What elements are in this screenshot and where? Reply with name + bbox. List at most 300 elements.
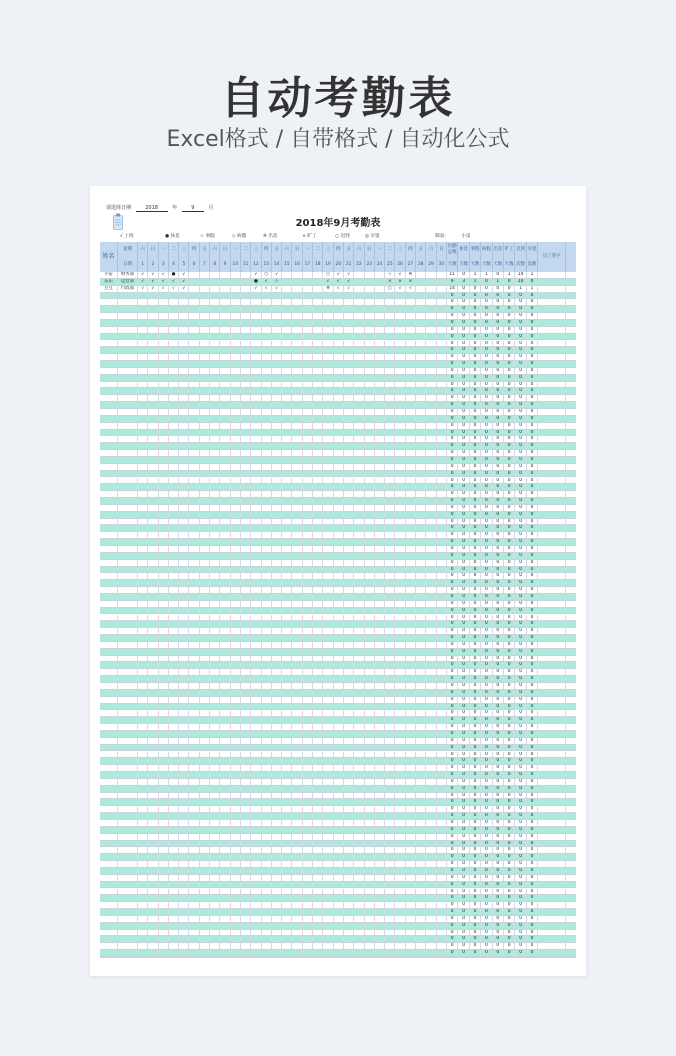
day-mark — [354, 416, 364, 422]
day-mark — [406, 443, 416, 449]
day-mark — [210, 573, 220, 579]
table-row[interactable] — [100, 635, 576, 642]
day-mark — [344, 409, 354, 415]
stat-value: 0 — [504, 635, 515, 641]
table-row[interactable] — [100, 717, 576, 724]
day-mark — [200, 416, 210, 422]
day-mark — [344, 943, 354, 949]
day-mark — [148, 293, 158, 299]
day-mark — [179, 717, 189, 723]
day-mark — [148, 594, 158, 600]
table-row[interactable] — [100, 710, 576, 717]
employee-name — [100, 498, 118, 504]
day-mark — [406, 827, 416, 833]
table-row[interactable] — [100, 854, 576, 861]
table-row[interactable] — [100, 464, 576, 471]
day-mark — [231, 299, 241, 305]
table-row[interactable] — [100, 484, 576, 491]
table-row[interactable] — [100, 704, 576, 711]
month-input[interactable]: 9 — [182, 205, 204, 212]
table-row[interactable] — [100, 820, 576, 827]
day-mark — [241, 772, 251, 778]
table-row[interactable] — [100, 409, 576, 416]
stat-value: 0 — [515, 793, 526, 799]
day-mark — [210, 443, 220, 449]
stat-value: 0 — [504, 286, 515, 292]
table-row[interactable] — [100, 601, 576, 608]
day-mark — [241, 279, 251, 285]
day-mark — [262, 656, 272, 662]
day-mark — [344, 512, 354, 518]
day-mark — [313, 443, 323, 449]
table-row[interactable] — [100, 847, 576, 854]
table-row[interactable] — [100, 354, 576, 361]
table-row[interactable] — [100, 320, 576, 327]
stat-value: 0 — [504, 532, 515, 538]
table-row[interactable] — [100, 868, 576, 875]
table-row[interactable] — [100, 813, 576, 820]
day-mark — [293, 909, 303, 915]
day-mark — [303, 313, 313, 319]
table-row[interactable] — [100, 368, 576, 375]
employee-dept — [118, 615, 138, 621]
table-row[interactable] — [100, 621, 576, 628]
day-mark — [354, 752, 364, 758]
day-mark — [251, 491, 261, 497]
weekday-cell: 六 — [210, 242, 220, 257]
employee-name — [100, 293, 118, 299]
table-row[interactable] — [100, 936, 576, 943]
table-row[interactable] — [100, 628, 576, 635]
table-row[interactable] — [100, 382, 576, 389]
day-mark — [303, 847, 313, 853]
day-mark — [416, 635, 426, 641]
table-row[interactable] — [100, 498, 576, 505]
year-input[interactable]: 2018 — [136, 205, 168, 212]
stat-value: 0 — [470, 567, 481, 573]
stat-value: 0 — [447, 327, 458, 333]
day-mark — [437, 491, 447, 497]
day-mark — [323, 354, 333, 360]
table-row[interactable] — [100, 423, 576, 430]
day-mark — [159, 889, 169, 895]
table-row[interactable] — [100, 676, 576, 683]
day-mark — [282, 717, 292, 723]
day-mark — [385, 834, 395, 840]
day-mark — [282, 820, 292, 826]
table-row[interactable] — [100, 950, 576, 957]
table-row[interactable] — [100, 697, 576, 704]
stat-value: 0 — [458, 745, 469, 751]
day-mark — [293, 649, 303, 655]
day-mark — [334, 834, 344, 840]
table-row[interactable] — [100, 594, 576, 601]
employee-dept — [118, 519, 138, 525]
signature-cell — [538, 368, 566, 374]
day-mark — [334, 936, 344, 942]
table-row[interactable] — [100, 293, 576, 300]
signature-cell — [538, 313, 566, 319]
day-mark — [138, 423, 148, 429]
stat-value: 0 — [504, 717, 515, 723]
table-row[interactable] — [100, 580, 576, 587]
table-row[interactable] — [100, 306, 576, 313]
stat-value: 0 — [527, 457, 538, 463]
table-row[interactable] — [100, 765, 576, 772]
table-row[interactable] — [100, 656, 576, 663]
table-row[interactable] — [100, 539, 576, 546]
table-row[interactable] — [100, 758, 576, 765]
table-row[interactable] — [100, 430, 576, 437]
day-mark — [241, 909, 251, 915]
table-row[interactable] — [100, 341, 576, 348]
table-row[interactable] — [100, 793, 576, 800]
author-line — [435, 233, 470, 239]
table-row[interactable] — [100, 532, 576, 539]
table-row[interactable] — [100, 909, 576, 916]
day-mark — [262, 738, 272, 744]
table-row[interactable] — [100, 745, 576, 752]
day-mark — [396, 457, 406, 463]
table-row[interactable] — [100, 827, 576, 834]
day-mark — [365, 532, 375, 538]
signature-cell — [538, 361, 566, 367]
day-mark — [282, 286, 292, 292]
table-row[interactable] — [100, 895, 576, 902]
table-row[interactable] — [100, 567, 576, 574]
stat-value: 1 — [527, 286, 538, 292]
day-mark — [365, 608, 375, 614]
stat-value: 0 — [470, 382, 481, 388]
day-mark — [354, 388, 364, 394]
day-mark — [385, 662, 395, 668]
table-row[interactable] — [100, 902, 576, 909]
day-mark — [179, 799, 189, 805]
stat-value: 0 — [527, 847, 538, 853]
stat-value: 0 — [493, 683, 504, 689]
signature-cell — [538, 882, 566, 888]
employee-name — [100, 697, 118, 703]
day-mark — [375, 799, 385, 805]
day-mark — [406, 388, 416, 394]
stat-value: 0 — [527, 539, 538, 545]
day-mark — [272, 656, 282, 662]
day-mark — [190, 943, 200, 949]
day-mark — [303, 464, 313, 470]
table-row[interactable] — [100, 916, 576, 923]
day-mark — [354, 409, 364, 415]
table-row[interactable] — [100, 313, 576, 320]
day-mark — [303, 724, 313, 730]
table-row[interactable] — [100, 841, 576, 848]
table-row[interactable] — [100, 361, 576, 368]
day-mark — [323, 690, 333, 696]
employee-dept — [118, 923, 138, 929]
day-mark — [272, 464, 282, 470]
employee-name — [100, 813, 118, 819]
day-mark — [200, 402, 210, 408]
stat-value: 0 — [515, 416, 526, 422]
day-mark — [200, 827, 210, 833]
day-mark — [375, 669, 385, 675]
day-mark — [313, 286, 323, 292]
day-mark — [303, 532, 313, 538]
table-row[interactable] — [100, 889, 576, 896]
day-mark — [159, 649, 169, 655]
day-mark — [365, 341, 375, 347]
stat-value: 0 — [527, 930, 538, 936]
day-mark — [293, 710, 303, 716]
stat-value: 1 — [515, 286, 526, 292]
day-mark — [241, 628, 251, 634]
stat-value: 0 — [481, 724, 492, 730]
table-row[interactable] — [100, 436, 576, 443]
day-mark — [262, 395, 272, 401]
table-row[interactable] — [100, 772, 576, 779]
day-mark — [313, 717, 323, 723]
stat-value: 0 — [493, 416, 504, 422]
day-mark — [344, 834, 354, 840]
day-mark — [179, 738, 189, 744]
day-mark — [406, 560, 416, 566]
signature-cell — [538, 615, 566, 621]
table-row[interactable] — [100, 943, 576, 950]
stat-value: 0 — [493, 567, 504, 573]
day-mark — [323, 498, 333, 504]
stat-value: 0 — [470, 560, 481, 566]
day-mark — [190, 402, 200, 408]
table-row[interactable] — [100, 525, 576, 532]
table-row[interactable] — [100, 519, 576, 526]
table-row[interactable] — [100, 327, 576, 334]
day-mark — [375, 382, 385, 388]
day-mark — [200, 649, 210, 655]
stat-value: 0 — [493, 731, 504, 737]
table-row[interactable] — [100, 731, 576, 738]
stat-value: 0 — [504, 847, 515, 853]
table-row[interactable] — [100, 443, 576, 450]
day-mark — [437, 286, 447, 292]
day-mark — [406, 293, 416, 299]
table-row[interactable] — [100, 299, 576, 306]
weekday-cell: 三 — [323, 242, 333, 257]
stat-value: 0 — [493, 347, 504, 353]
day-mark — [303, 779, 313, 785]
day-mark — [169, 567, 179, 573]
table-row[interactable] — [100, 799, 576, 806]
stat-value: 0 — [481, 731, 492, 737]
stat-value: 0 — [493, 327, 504, 333]
legend-item: ※ 出差 — [263, 234, 278, 239]
table-row[interactable] — [100, 279, 576, 286]
table-row[interactable] — [100, 416, 576, 423]
table-row[interactable] — [100, 806, 576, 813]
day-mark — [272, 738, 282, 744]
day-mark — [385, 628, 395, 634]
day-mark — [323, 820, 333, 826]
day-mark — [272, 409, 282, 415]
table-row[interactable] — [100, 573, 576, 580]
day-mark — [179, 916, 189, 922]
day-mark — [365, 299, 375, 305]
stat-value: 0 — [481, 916, 492, 922]
table-row[interactable] — [100, 375, 576, 382]
day-mark — [148, 512, 158, 518]
day-mark — [272, 601, 282, 607]
table-row[interactable] — [100, 669, 576, 676]
table-row[interactable] — [100, 923, 576, 930]
day-mark — [385, 909, 395, 915]
day-mark — [365, 827, 375, 833]
day-mark — [169, 943, 179, 949]
day-mark — [313, 738, 323, 744]
employee-name — [100, 539, 118, 545]
day-mark — [365, 950, 375, 956]
day-mark — [251, 457, 261, 463]
stat-value: 0 — [481, 341, 492, 347]
day-mark — [200, 525, 210, 531]
table-row[interactable] — [100, 478, 576, 485]
day-mark — [354, 635, 364, 641]
day-mark — [365, 621, 375, 627]
day-mark — [138, 799, 148, 805]
table-row[interactable] — [100, 690, 576, 697]
table-row[interactable] — [100, 752, 576, 759]
day-mark — [354, 704, 364, 710]
table-row[interactable] — [100, 615, 576, 622]
table-row[interactable] — [100, 286, 576, 293]
day-mark — [375, 930, 385, 936]
day-mark — [190, 457, 200, 463]
day-mark — [251, 334, 261, 340]
employee-dept — [118, 320, 138, 326]
table-row[interactable] — [100, 738, 576, 745]
table-row[interactable] — [100, 457, 576, 464]
day-mark — [323, 416, 333, 422]
day-mark — [200, 834, 210, 840]
day-mark — [282, 841, 292, 847]
employee-dept — [118, 347, 138, 353]
table-row[interactable] — [100, 608, 576, 615]
day-mark — [375, 950, 385, 956]
table-row[interactable] — [100, 779, 576, 786]
day-mark — [323, 669, 333, 675]
day-mark — [148, 587, 158, 593]
stat-value: 0 — [527, 676, 538, 682]
symbol-legend — [120, 233, 580, 241]
day-mark — [190, 690, 200, 696]
employee-dept — [118, 902, 138, 908]
table-row[interactable] — [100, 560, 576, 567]
day-mark — [148, 532, 158, 538]
stat-value: 0 — [515, 916, 526, 922]
table-row[interactable] — [100, 649, 576, 656]
stat-value: 0 — [504, 402, 515, 408]
day-mark — [385, 779, 395, 785]
day-mark — [293, 580, 303, 586]
stat-value: 0 — [493, 334, 504, 340]
table-row[interactable] — [100, 546, 576, 553]
day-mark — [293, 758, 303, 764]
day-mark — [354, 765, 364, 771]
day-mark — [385, 642, 395, 648]
table-row[interactable] — [100, 402, 576, 409]
day-mark — [334, 621, 344, 627]
table-row[interactable] — [100, 388, 576, 395]
employee-dept — [118, 765, 138, 771]
day-mark — [416, 334, 426, 340]
day-mark — [220, 457, 230, 463]
day-mark — [426, 786, 436, 792]
day-mark — [200, 443, 210, 449]
stat-value: 0 — [493, 745, 504, 751]
stat-value: 0 — [504, 313, 515, 319]
table-row[interactable] — [100, 587, 576, 594]
day-mark — [272, 525, 282, 531]
stat-value: 0 — [470, 813, 481, 819]
table-row[interactable] — [100, 471, 576, 478]
table-row[interactable] — [100, 662, 576, 669]
table-row[interactable] — [100, 347, 576, 354]
day-mark — [231, 882, 241, 888]
table-row[interactable] — [100, 395, 576, 402]
day-mark — [416, 293, 426, 299]
day-mark — [251, 649, 261, 655]
day-mark — [179, 320, 189, 326]
day-mark — [385, 704, 395, 710]
table-row[interactable] — [100, 786, 576, 793]
day-mark — [406, 909, 416, 915]
table-row[interactable] — [100, 875, 576, 882]
table-row[interactable] — [100, 882, 576, 889]
day-mark — [210, 930, 220, 936]
table-row[interactable] — [100, 505, 576, 512]
day-mark — [293, 950, 303, 956]
table-row[interactable] — [100, 642, 576, 649]
day-mark — [354, 532, 364, 538]
day-mark — [282, 916, 292, 922]
employee-dept — [118, 875, 138, 881]
day-mark — [396, 813, 406, 819]
stat-value: 0 — [447, 745, 458, 751]
day-mark — [334, 525, 344, 531]
table-row[interactable] — [100, 930, 576, 937]
table-row[interactable] — [100, 553, 576, 560]
day-mark — [220, 532, 230, 538]
day-mark — [303, 834, 313, 840]
table-row[interactable] — [100, 724, 576, 731]
day-mark — [210, 532, 220, 538]
day-mark — [190, 909, 200, 915]
table-row[interactable] — [100, 334, 576, 341]
day-mark — [251, 361, 261, 367]
table-row[interactable] — [100, 834, 576, 841]
day-mark — [344, 560, 354, 566]
day-mark — [365, 717, 375, 723]
day-mark — [313, 834, 323, 840]
table-row[interactable] — [100, 861, 576, 868]
stat-value: 0 — [515, 943, 526, 949]
table-row[interactable] — [100, 272, 576, 279]
table-row[interactable] — [100, 491, 576, 498]
day-mark — [396, 553, 406, 559]
day-mark — [169, 854, 179, 860]
signature-cell — [538, 635, 566, 641]
table-row[interactable] — [100, 450, 576, 457]
table-row[interactable] — [100, 512, 576, 519]
stat-value: 0 — [515, 923, 526, 929]
table-row[interactable] — [100, 683, 576, 690]
